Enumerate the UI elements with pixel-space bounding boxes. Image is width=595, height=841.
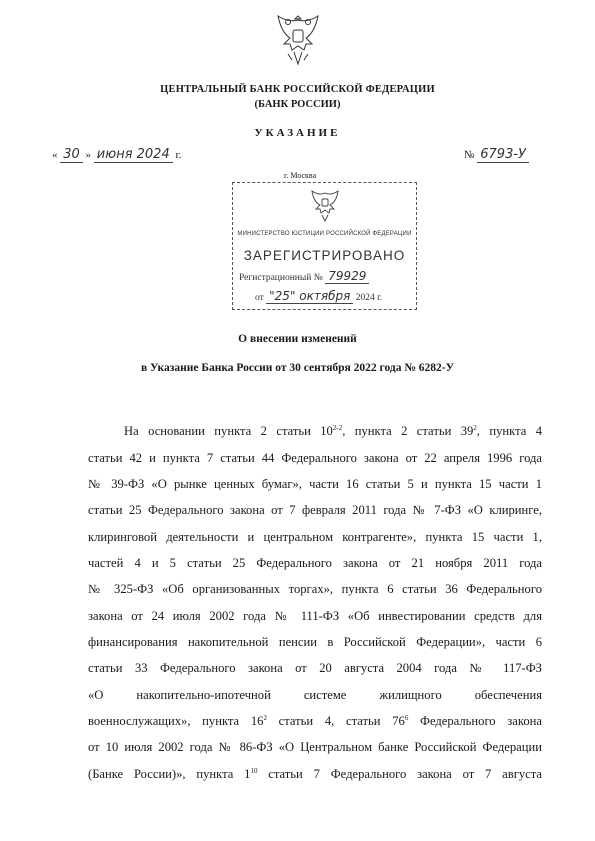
document-type: УКАЗАНИЕ: [254, 127, 341, 139]
document-number: № 6793-У: [464, 147, 529, 162]
stamp-registered: ЗАРЕГИСТРИРОВАНО: [243, 248, 406, 263]
body-line: статьи 33 Федерального закона от 20 августа 2004 года № 117-ФЗ: [88, 661, 542, 675]
body-line: (Банке России)», пункта $1^{10}$ статьи 7 Федерального закона от 7 августа: [88, 766, 542, 781]
stamp-registration-number: Регистрационный № 79929: [239, 269, 369, 283]
body-line: от 10 июля 2002 года № 86-ФЗ «О Центральном банке Российской Федерации: [88, 740, 542, 754]
body-line: клиринговой деятельности и центральном контрагенте», пункта 15 части 1,: [88, 530, 542, 544]
issuer-name: ЦЕНТРАЛЬНЫЙ БАНК РОССИЙСКОЙ ФЕДЕРАЦИИ: [160, 84, 435, 95]
date-month-year: июня 2024: [94, 147, 173, 163]
body-line: статьи 25 Федерального закона от 7 февраля 2011 года № 7-ФЗ «О клиринге,: [88, 503, 542, 517]
body-line: военнослужащих», пункта $16^2$ статьи 4, статьи $76^6$ Федерального закона: [88, 713, 542, 728]
body-line: № 39-ФЗ «О рынке ценных бумаг», части 16 статьи 5 и пункта 15 части 1: [88, 477, 542, 491]
body-line: статьи 42 и пункта 7 статьи 44 Федерального закона от 22 апреля 1996 года: [88, 451, 542, 465]
issuer-short-name: (БАНК РОССИИ): [254, 99, 341, 110]
stamp-ministry: МИНИСТЕРСТВО ЮСТИЦИИ РОССИЙСКОЙ ФЕДЕРАЦИИ: [237, 231, 412, 237]
body-line: частей 4 и 5 статьи 25 Федерального закона от 21 ноября 2011 года: [88, 556, 542, 570]
double-headed-eagle-icon: [274, 10, 322, 70]
document-date: « 30 » июня 2024 г.: [52, 147, 182, 162]
body-line: На основании пункта 2 статьи 10$^{2-2}$, пункта 2 статьи $39^2$, пункта 4: [124, 423, 543, 438]
body-line: «О накопительно-ипотечной системе жилищного обеспечения: [88, 688, 542, 702]
double-headed-eagle-icon: [309, 189, 341, 223]
body-line: № 325-ФЗ «Об организованных торгах», пункта 6 статьи 36 Федерального: [88, 582, 542, 596]
stamp-registration-date: от "25" октября 2024 г.: [255, 289, 383, 303]
date-day: 30: [60, 147, 83, 163]
document-title-line2: в Указание Банка России от 30 сентября 2022 года № 6282-У: [140, 362, 455, 374]
city: г. Москва: [284, 171, 317, 180]
document-title-line1: О внесении изменений: [238, 333, 357, 345]
body-line: финансирования накопительной пенсии в Российской Федерации», части 6: [88, 635, 542, 649]
stamp-registration-number-value: 79929: [325, 269, 369, 284]
body-line: закона от 24 июля 2002 года № 111-ФЗ «Об инвестировании средств для: [88, 609, 542, 623]
stamp-date-handwritten: "25" октября: [266, 289, 353, 304]
document-number-value: 6793-У: [477, 147, 529, 163]
registration-stamp: [232, 182, 417, 310]
